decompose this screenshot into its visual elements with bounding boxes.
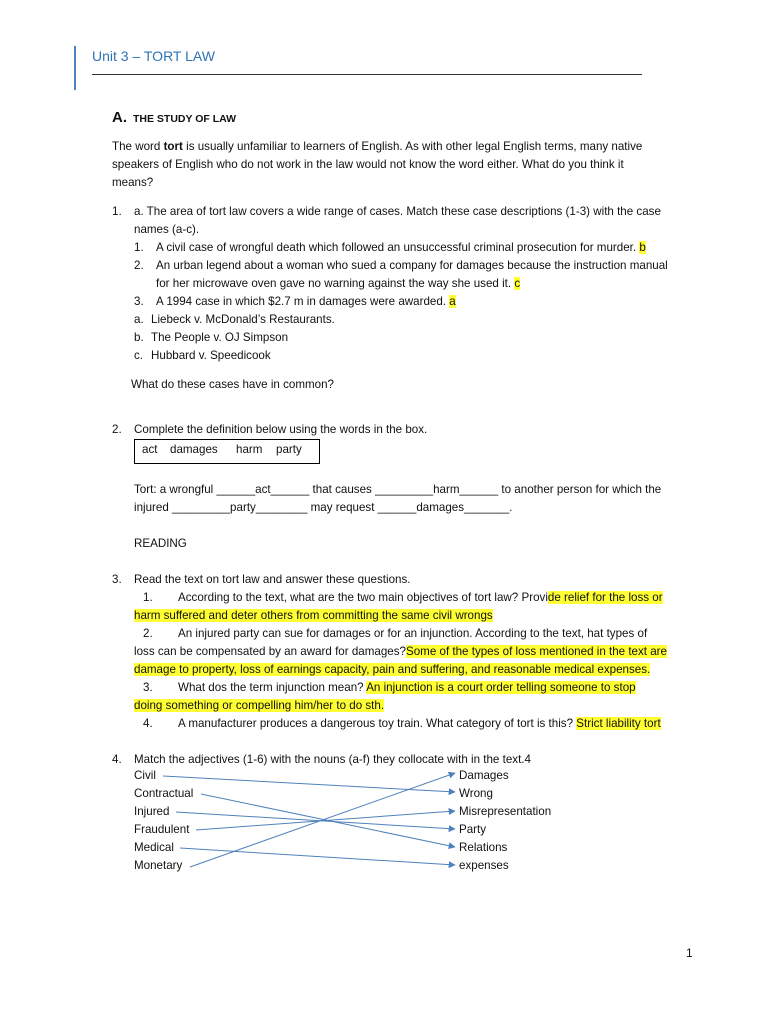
adjective-monetary: Monetary	[134, 859, 183, 872]
q2-instruction: Complete the definition below using the words in the box.	[134, 423, 428, 436]
q1-number: 1.	[112, 205, 122, 218]
q3-sub-4: A manufacturer produces a dangerous toy train. What category of tort is this? Strict liability tort	[178, 717, 661, 730]
intro-line-2: speakers of English who do not work in the law would not know the word either. What do you think it	[112, 158, 624, 171]
intro-line-3: means?	[112, 176, 154, 189]
q3-sub-2-answer: damage to property, loss of earnings capacity, pain and suffering, and reasonable medical expenses.	[134, 663, 651, 676]
q1-item-3: A 1994 case in which $2.7 m in damages were awarded. a	[156, 295, 456, 308]
q1-item-number: 2.	[134, 259, 144, 272]
q1-common-question: What do these cases have in common?	[131, 378, 334, 391]
word-box-item: damages	[170, 443, 218, 456]
q3-sub-1: According to the text, what are the two main objectives of tort law? Provide relief for the loss or	[178, 591, 663, 604]
q1-line-2: names (a-c).	[134, 223, 200, 236]
page-title: Unit 3 – TORT LAW	[92, 48, 215, 64]
q1-item-2: An urban legend about a woman who sued a company for damages because the instruction manual	[156, 259, 668, 272]
answer-highlight: de relief for the loss or	[547, 591, 663, 604]
q4-instruction: Match the adjectives (1-6) with the nouns (a-f) they collocate with in the text.4	[134, 753, 531, 766]
reading-heading: READING	[134, 537, 187, 550]
case-letter: c.	[134, 349, 144, 362]
section-letter: A.	[112, 109, 127, 126]
arrow-medical-expenses	[180, 848, 455, 865]
case-name-c: Hubbard v. Speedicook	[151, 349, 271, 362]
adjective-civil: Civil	[134, 769, 156, 782]
q3-sub-2: An injured party can sue for damages or for an injunction. According to the text, hat types of	[178, 627, 648, 640]
case-letter: b.	[134, 331, 144, 344]
q4-number: 4.	[112, 753, 122, 766]
keyword-tort: tort	[163, 140, 183, 153]
answer-highlight: Some of the types of loss mentioned in the text are	[405, 645, 667, 658]
adjective-fraudulent: Fraudulent	[134, 823, 190, 836]
noun-expenses: expenses	[459, 859, 509, 872]
arrow-fraudulent-misrepresentation	[196, 811, 455, 830]
section-title: THE STUDY OF LAW	[133, 113, 237, 125]
adjective-contractual: Contractual	[134, 787, 194, 800]
q3-sub-2-cont: loss can be compensated by an award for damages?Some of the types of loss mentioned in the text are	[134, 645, 667, 658]
answer-highlight: Strict liability tort	[576, 717, 661, 730]
case-name-a: Liebeck v. McDonald’s Restaurants.	[151, 313, 335, 326]
q3-sub-1-answer: harm suffered and deter others from committing the same civil wrongs	[134, 609, 493, 622]
q3-number: 3.	[112, 573, 122, 586]
arrow-civil-wrong	[163, 776, 455, 792]
q1-item-number: 3.	[134, 295, 144, 308]
q1-item-number: 1.	[134, 241, 144, 254]
noun-damages: Damages	[459, 769, 509, 782]
q1-item-1: A civil case of wrongful death which followed an unsuccessful criminal prosecution for murder. b	[156, 241, 646, 254]
arrow-monetary-damages	[190, 773, 455, 867]
q3-sub-3-answer: doing something or compelling him/her to do sth.	[134, 699, 385, 712]
intro-line-1: The word tort is usually unfamiliar to learners of English. As with other legal English terms, many native	[112, 140, 643, 153]
definition-line-1: Tort: a wrongful ______act______ that causes _________harm______ to another person for which the	[134, 483, 662, 496]
answer-highlight: b	[639, 241, 646, 254]
q1-item-2-cont: for her microwave oven gave no warning against the way she used it. c	[156, 277, 521, 290]
noun-misrepresentation: Misrepresentation	[459, 805, 552, 818]
definition-line-2: injured _________party________ may request ______damages_______.	[134, 501, 513, 514]
answer-highlight: An injunction is a court order telling someone to stop	[366, 681, 636, 694]
answer-highlight: a	[449, 295, 456, 308]
adjective-injured: Injured	[134, 805, 170, 818]
q2-number: 2.	[112, 423, 122, 436]
answer-highlight: c	[514, 277, 521, 290]
adjective-medical: Medical	[134, 841, 174, 854]
noun-relations: Relations	[459, 841, 508, 854]
case-name-b: The People v. OJ Simpson	[151, 331, 289, 344]
case-letter: a.	[134, 313, 144, 326]
q1-line-1: a. The area of tort law covers a wide range of cases. Match these case descriptions (1-3) with the case	[134, 205, 661, 218]
word-box-item: act	[142, 443, 158, 456]
q3-sub-number: 3.	[143, 681, 153, 694]
word-box-item: harm	[236, 443, 263, 456]
q3-instruction: Read the text on tort law and answer these questions.	[134, 573, 411, 586]
noun-party: Party	[459, 823, 487, 836]
page-number: 1	[686, 946, 693, 960]
noun-wrong: Wrong	[459, 787, 493, 800]
q3-sub-number: 4.	[143, 717, 153, 730]
q3-sub-3: What dos the term injunction mean? An injunction is a court order telling someone to stop	[178, 681, 636, 694]
q3-sub-number: 2.	[143, 627, 153, 640]
word-box-item: party	[276, 443, 302, 456]
q3-sub-number: 1.	[143, 591, 153, 604]
